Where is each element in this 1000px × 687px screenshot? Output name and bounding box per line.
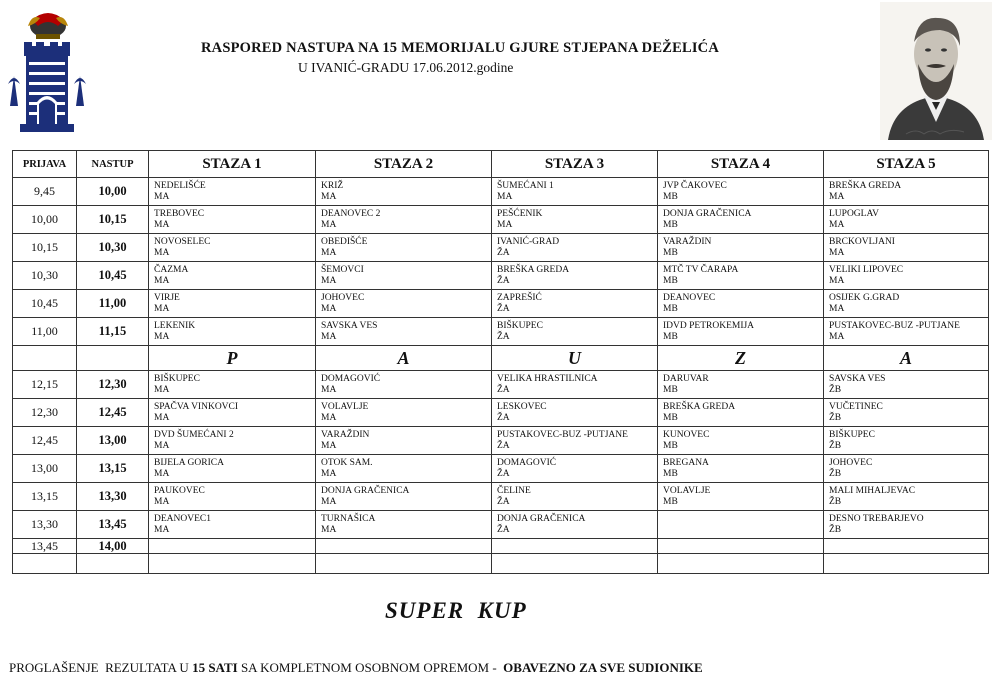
team-name: VELIKA HRASTILNICA bbox=[497, 374, 598, 384]
team-category: ŽA bbox=[497, 441, 510, 451]
team-cell bbox=[316, 483, 492, 511]
team-name: VUČETINEC bbox=[829, 402, 883, 412]
table-row bbox=[13, 178, 989, 206]
team-category: ŽA bbox=[497, 469, 510, 479]
team-cell bbox=[492, 206, 658, 234]
team-category: MA bbox=[154, 248, 170, 258]
nastup-time: 10,45 bbox=[77, 262, 149, 290]
prijava-time: 13,00 bbox=[13, 455, 77, 483]
team-category: ŽB bbox=[829, 441, 842, 451]
page-title: RASPORED NASTUPA NA 15 MEMORIJALU GJURE STJEPANA DEŽELIĆA bbox=[200, 40, 719, 56]
team-category: MA bbox=[829, 332, 845, 342]
empty-cell bbox=[316, 554, 492, 574]
nastup-time: 13,15 bbox=[77, 455, 149, 483]
stage-header: STAZA 5 bbox=[824, 151, 989, 178]
team-cell bbox=[316, 178, 492, 206]
team-cell bbox=[658, 371, 824, 399]
team-category: ŽA bbox=[497, 332, 510, 342]
empty-cell bbox=[658, 554, 824, 574]
empty-cell bbox=[77, 554, 149, 574]
team-cell bbox=[658, 234, 824, 262]
team-category: MA bbox=[154, 220, 170, 230]
team-cell bbox=[658, 427, 824, 455]
nastup-time: 14,00 bbox=[77, 539, 149, 554]
team-name: JVP ČAKOVEC bbox=[663, 181, 727, 191]
team-cell bbox=[149, 427, 316, 455]
team-name: PAUKOVEC bbox=[154, 486, 205, 496]
team-name: IVANIĆ-GRAD bbox=[497, 237, 560, 247]
nastup-time: 13,45 bbox=[77, 511, 149, 539]
team-cell bbox=[492, 455, 658, 483]
team-name: NOVOSELEC bbox=[154, 237, 211, 247]
team-cell bbox=[492, 511, 658, 539]
team-category: MB bbox=[663, 248, 678, 258]
team-name: LUPOGLAV bbox=[829, 209, 879, 219]
prijava-time: 12,15 bbox=[13, 371, 77, 399]
team-cell bbox=[316, 206, 492, 234]
team-name: SPAČVA VINKOVCI bbox=[154, 402, 239, 412]
team-cell bbox=[149, 539, 316, 554]
team-cell bbox=[492, 290, 658, 318]
team-category: MA bbox=[154, 413, 170, 423]
team-category: MA bbox=[154, 304, 170, 314]
team-category: MA bbox=[321, 469, 337, 479]
team-cell bbox=[492, 234, 658, 262]
pause-letter: Z bbox=[658, 346, 824, 371]
team-cell bbox=[824, 539, 989, 554]
team-cell bbox=[492, 318, 658, 346]
team-name: VELIKI LIPOVEC bbox=[829, 265, 904, 275]
team-cell bbox=[824, 178, 989, 206]
team-category: ŽB bbox=[829, 525, 842, 535]
stage-header: STAZA 4 bbox=[658, 151, 824, 178]
team-cell bbox=[316, 455, 492, 483]
team-category: ŽA bbox=[497, 385, 510, 395]
team-cell bbox=[149, 290, 316, 318]
team-cell bbox=[149, 206, 316, 234]
team-category: MA bbox=[321, 441, 337, 451]
team-cell bbox=[149, 455, 316, 483]
pause-letter: A bbox=[316, 346, 492, 371]
pause-letter: P bbox=[149, 346, 316, 371]
team-name: OBEDIŠĆE bbox=[321, 237, 368, 247]
nastup-time: 12,45 bbox=[77, 399, 149, 427]
team-name: OTOK SAM. bbox=[321, 458, 373, 468]
stage-header: STAZA 3 bbox=[492, 151, 658, 178]
team-category: ŽA bbox=[497, 248, 510, 258]
prijava-time: 13,30 bbox=[13, 511, 77, 539]
footer-mandatory: OBAVEZNO ZA SVE SUDIONIKE bbox=[503, 660, 703, 675]
team-category: MA bbox=[321, 413, 337, 423]
team-category: MA bbox=[321, 248, 337, 258]
team-cell bbox=[658, 290, 824, 318]
footer-text: SA KOMPLETNOM OSOBNOM OPREMOM - bbox=[237, 660, 504, 675]
empty-cell bbox=[824, 554, 989, 574]
team-name: IDVD PETROKEMIJA bbox=[663, 321, 755, 331]
team-category: MA bbox=[321, 497, 337, 507]
header-row bbox=[13, 151, 989, 178]
team-cell bbox=[658, 399, 824, 427]
team-category: ŽA bbox=[497, 497, 510, 507]
team-name: TURNAŠICA bbox=[321, 514, 376, 524]
team-cell bbox=[824, 262, 989, 290]
pause-row bbox=[13, 346, 989, 371]
team-cell bbox=[316, 427, 492, 455]
stage-header: STAZA 2 bbox=[316, 151, 492, 178]
team-name: SAVSKA VES bbox=[321, 321, 378, 331]
team-name: BREŠKA GREDA bbox=[663, 402, 736, 412]
team-name: LEKENIK bbox=[154, 321, 196, 331]
team-category: MA bbox=[154, 469, 170, 479]
team-category: MA bbox=[321, 385, 337, 395]
team-name: BIŠKUPEC bbox=[829, 430, 875, 440]
team-category: ŽB bbox=[829, 469, 842, 479]
footer-text: PROGLAŠENJE REZULTATA U bbox=[9, 660, 193, 675]
team-cell bbox=[492, 399, 658, 427]
team-name: DONJA GRAČENICA bbox=[497, 514, 586, 524]
team-category: MA bbox=[154, 497, 170, 507]
blank-row bbox=[13, 554, 989, 574]
team-name: BREŠKA GREDA bbox=[497, 265, 570, 275]
table-row bbox=[13, 539, 989, 554]
team-name: DESNO TREBARJEVO bbox=[829, 514, 924, 524]
team-cell bbox=[149, 178, 316, 206]
prijava-time: 12,45 bbox=[13, 427, 77, 455]
team-name: KRIŽ bbox=[321, 181, 344, 191]
team-category: MA bbox=[321, 332, 337, 342]
team-category: ŽA bbox=[497, 413, 510, 423]
nastup-time: 11,00 bbox=[77, 290, 149, 318]
team-category: ŽA bbox=[497, 525, 510, 535]
team-name: BRCKOVLJANI bbox=[829, 237, 895, 247]
team-cell bbox=[824, 427, 989, 455]
team-name: DONJA GRAČENICA bbox=[663, 209, 752, 219]
team-name: PUSTAKOVEC-BUZ -PUTJANE bbox=[829, 321, 960, 331]
team-category: MA bbox=[154, 276, 170, 286]
team-name: ŠEMOVCI bbox=[321, 265, 364, 275]
team-name: VOLAVLJE bbox=[321, 402, 369, 412]
team-category: MB bbox=[663, 332, 678, 342]
table-row bbox=[13, 371, 989, 399]
table-row bbox=[13, 483, 989, 511]
team-category: MA bbox=[829, 248, 845, 258]
team-name: DOMAGOVIĆ bbox=[321, 374, 381, 384]
nastup-header: NASTUP bbox=[77, 151, 149, 178]
team-name: VARAŽDIN bbox=[663, 237, 712, 247]
team-cell bbox=[492, 371, 658, 399]
team-cell bbox=[149, 371, 316, 399]
team-cell bbox=[149, 234, 316, 262]
team-name: PEŠĆENIK bbox=[497, 209, 543, 219]
table-row bbox=[13, 427, 989, 455]
team-name: TREBOVEC bbox=[154, 209, 205, 219]
team-name bbox=[663, 511, 823, 514]
portrait-image bbox=[880, 2, 992, 140]
prijava-time: 9,45 bbox=[13, 178, 77, 206]
team-category: MA bbox=[154, 441, 170, 451]
table-row bbox=[13, 455, 989, 483]
team-category: MA bbox=[321, 220, 337, 230]
team-name: LESKOVEC bbox=[497, 402, 547, 412]
team-category: MA bbox=[829, 192, 845, 202]
team-cell bbox=[492, 262, 658, 290]
team-cell bbox=[149, 318, 316, 346]
team-cell bbox=[824, 399, 989, 427]
team-category: ŽB bbox=[829, 413, 842, 423]
team-cell bbox=[824, 455, 989, 483]
team-category: MA bbox=[154, 332, 170, 342]
team-category: MA bbox=[321, 525, 337, 535]
team-category: MA bbox=[829, 276, 845, 286]
nastup-time: 11,15 bbox=[77, 318, 149, 346]
team-name: DEANOVEC bbox=[663, 293, 716, 303]
prijava-time: 10,30 bbox=[13, 262, 77, 290]
team-category: MA bbox=[497, 192, 513, 202]
prijava-time: 13,15 bbox=[13, 483, 77, 511]
prijava-header: PRIJAVA bbox=[13, 151, 77, 178]
team-cell bbox=[658, 511, 824, 539]
team-category: ŽA bbox=[497, 276, 510, 286]
team-cell bbox=[824, 318, 989, 346]
team-name: VIRJE bbox=[154, 293, 180, 303]
table-row bbox=[13, 262, 989, 290]
team-category: ŽB bbox=[829, 497, 842, 507]
team-cell bbox=[824, 234, 989, 262]
prijava-time: 10,15 bbox=[13, 234, 77, 262]
team-cell bbox=[316, 234, 492, 262]
team-cell bbox=[316, 262, 492, 290]
team-cell bbox=[658, 262, 824, 290]
team-cell bbox=[149, 399, 316, 427]
team-category: MA bbox=[321, 304, 337, 314]
table-row bbox=[13, 234, 989, 262]
table-row bbox=[13, 206, 989, 234]
team-cell bbox=[149, 483, 316, 511]
team-cell bbox=[658, 455, 824, 483]
table-row bbox=[13, 318, 989, 346]
team-cell bbox=[149, 262, 316, 290]
team-name: OSIJEK G.GRAD bbox=[829, 293, 900, 303]
page-subtitle: U IVANIĆ-GRADU 17.06.2012.godine bbox=[298, 60, 514, 75]
team-cell bbox=[824, 371, 989, 399]
nastup-time: 10,00 bbox=[77, 178, 149, 206]
team-name: ČAZMA bbox=[154, 265, 189, 275]
table-row bbox=[13, 511, 989, 539]
team-name: VOLAVLJE bbox=[663, 486, 711, 496]
table-row bbox=[13, 290, 989, 318]
prijava-time: 11,00 bbox=[13, 318, 77, 346]
team-category: MA bbox=[154, 192, 170, 202]
team-category: ŽA bbox=[497, 304, 510, 314]
team-name: JOHOVEC bbox=[829, 458, 873, 468]
team-name: BREŠKA GREDA bbox=[829, 181, 902, 191]
nastup-time: 13,00 bbox=[77, 427, 149, 455]
team-cell bbox=[824, 483, 989, 511]
team-name: DVD ŠUMEĆANI 2 bbox=[154, 430, 234, 440]
team-cell bbox=[658, 178, 824, 206]
team-cell bbox=[492, 427, 658, 455]
team-category: MB bbox=[663, 497, 678, 507]
team-category: MB bbox=[663, 304, 678, 314]
footer-time: 15 SATI bbox=[192, 660, 238, 675]
team-cell bbox=[316, 371, 492, 399]
team-cell bbox=[658, 539, 824, 554]
team-name: DEANOVEC 2 bbox=[321, 209, 381, 219]
team-name: BIJELA GORICA bbox=[154, 458, 224, 468]
team-cell bbox=[316, 539, 492, 554]
pause-cell-empty bbox=[77, 346, 149, 371]
team-cell bbox=[316, 511, 492, 539]
team-cell bbox=[658, 483, 824, 511]
team-cell bbox=[492, 178, 658, 206]
team-category: MB bbox=[663, 192, 678, 202]
team-category: MB bbox=[663, 385, 678, 395]
team-name: JOHOVEC bbox=[321, 293, 365, 303]
team-cell bbox=[492, 483, 658, 511]
team-category: MB bbox=[663, 413, 678, 423]
team-cell bbox=[316, 399, 492, 427]
team-name: DARUVAR bbox=[663, 374, 709, 384]
team-category: MB bbox=[663, 469, 678, 479]
empty-cell bbox=[13, 554, 77, 574]
coat-of-arms-logo bbox=[6, 6, 90, 134]
team-cell bbox=[492, 539, 658, 554]
schedule-table bbox=[12, 150, 989, 574]
team-name: MALI MIHALJEVAC bbox=[829, 486, 916, 496]
nastup-time: 10,15 bbox=[77, 206, 149, 234]
team-category: MB bbox=[663, 220, 678, 230]
team-name: DOMAGOVIĆ bbox=[497, 458, 557, 468]
empty-cell bbox=[492, 554, 658, 574]
team-category: MB bbox=[663, 276, 678, 286]
nastup-time: 12,30 bbox=[77, 371, 149, 399]
team-category: MA bbox=[829, 304, 845, 314]
team-category: MA bbox=[829, 220, 845, 230]
team-cell bbox=[824, 511, 989, 539]
prijava-time: 10,00 bbox=[13, 206, 77, 234]
table-row bbox=[13, 399, 989, 427]
team-name: VARAŽDIN bbox=[321, 430, 370, 440]
team-cell bbox=[658, 206, 824, 234]
team-category: MB bbox=[663, 441, 678, 451]
team-name: ŠUMEĆANI 1 bbox=[497, 181, 554, 191]
prijava-time: 13,45 bbox=[13, 539, 77, 554]
team-category: MA bbox=[154, 525, 170, 535]
team-cell bbox=[149, 511, 316, 539]
team-category: ŽB bbox=[829, 385, 842, 395]
prijava-time: 10,45 bbox=[13, 290, 77, 318]
pause-letter: A bbox=[824, 346, 989, 371]
team-cell bbox=[316, 290, 492, 318]
team-cell bbox=[824, 290, 989, 318]
team-name: MTČ TV ČARAPA bbox=[663, 265, 739, 275]
team-name: DONJA GRAČENICA bbox=[321, 486, 410, 496]
team-category: MA bbox=[321, 276, 337, 286]
nastup-time: 10,30 bbox=[77, 234, 149, 262]
team-name: KUNOVEC bbox=[663, 430, 710, 440]
team-name: DEANOVEC1 bbox=[154, 514, 211, 524]
prijava-time: 12,30 bbox=[13, 399, 77, 427]
footer-note bbox=[9, 660, 703, 676]
team-cell bbox=[316, 318, 492, 346]
team-name: SAVSKA VES bbox=[829, 374, 886, 384]
team-cell bbox=[658, 318, 824, 346]
team-name: BIŠKUPEC bbox=[154, 374, 200, 384]
team-category: MA bbox=[321, 192, 337, 202]
team-name: NEDELIŠĆE bbox=[154, 181, 206, 191]
team-name: ZAPREŠIĆ bbox=[497, 293, 542, 303]
empty-cell bbox=[149, 554, 316, 574]
team-name: PUSTAKOVEC-BUZ -PUTJANE bbox=[497, 430, 628, 440]
nastup-time: 13,30 bbox=[77, 483, 149, 511]
pause-cell-empty bbox=[13, 346, 77, 371]
super-kup-heading: SUPER KUP bbox=[385, 598, 527, 623]
team-name: ČELINE bbox=[497, 486, 531, 496]
team-name: BIŠKUPEC bbox=[497, 321, 543, 331]
team-category: MA bbox=[497, 220, 513, 230]
team-cell bbox=[824, 206, 989, 234]
team-name: BREGANA bbox=[663, 458, 709, 468]
pause-letter: U bbox=[492, 346, 658, 371]
stage-header: STAZA 1 bbox=[149, 151, 316, 178]
team-category: MA bbox=[154, 385, 170, 395]
